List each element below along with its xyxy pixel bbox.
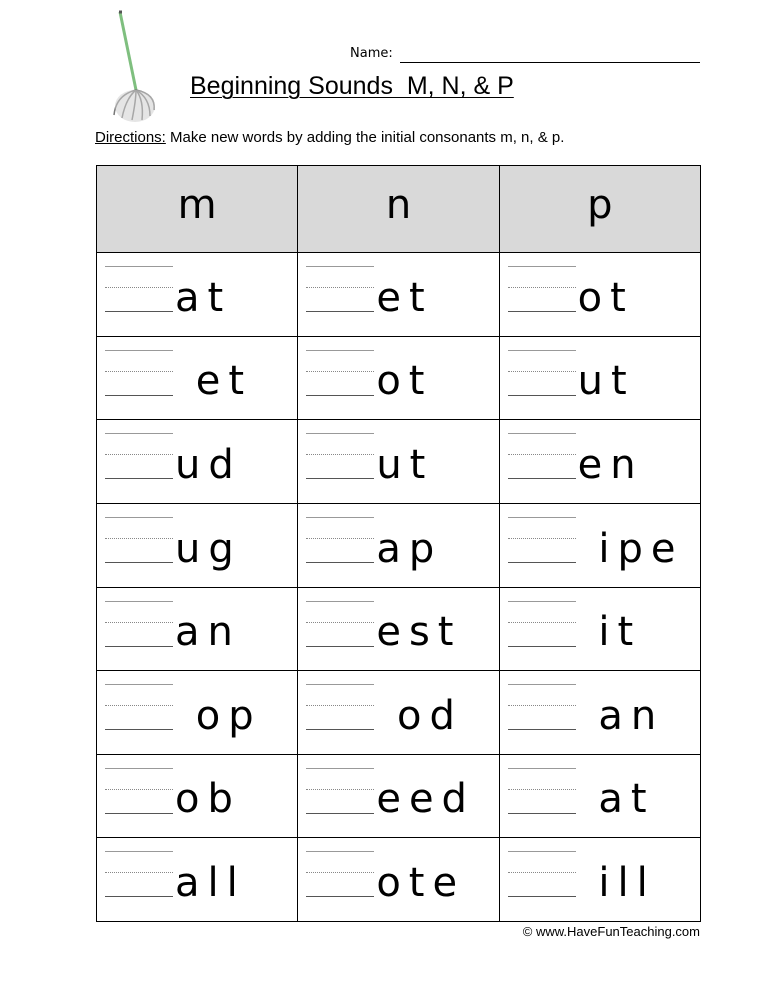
- handwriting-guide-line: [306, 768, 374, 769]
- handwriting-guide-line: [306, 562, 374, 563]
- answer-blank[interactable]: [105, 851, 173, 897]
- word-ending: ot: [376, 358, 433, 405]
- word-cell: [97, 336, 298, 420]
- handwriting-guide-line: [508, 789, 576, 790]
- handwriting-guide-line: [105, 789, 173, 790]
- word-ending: an: [577, 692, 665, 739]
- word-ending: ug: [175, 525, 242, 572]
- word-ending: ot: [577, 274, 634, 321]
- answer-blank[interactable]: [306, 266, 374, 312]
- word-ending: op: [175, 692, 262, 739]
- word-cell: [298, 420, 499, 504]
- answer-blank[interactable]: [105, 768, 173, 814]
- handwriting-guide-line: [105, 454, 173, 455]
- handwriting-guide-line: [306, 872, 374, 873]
- handwriting-guide-line: [105, 562, 173, 563]
- answer-blank[interactable]: [508, 433, 576, 479]
- table-row: [97, 754, 701, 838]
- word-ending: ote: [376, 860, 466, 906]
- handwriting-guide-line: [105, 813, 173, 814]
- handwriting-guide-line: [508, 266, 576, 267]
- word-ending: ap: [376, 525, 443, 572]
- handwriting-guide-line: [508, 538, 576, 539]
- handwriting-guide-line: [105, 287, 173, 288]
- handwriting-guide-line: [306, 395, 374, 396]
- handwriting-guide-line: [306, 433, 374, 434]
- handwriting-guide-line: [306, 813, 374, 814]
- word-ending: an: [175, 609, 241, 656]
- handwriting-guide-line: [508, 622, 576, 623]
- word-ending: en: [577, 441, 644, 488]
- word-cell: [97, 838, 298, 922]
- handwriting-guide-line: [508, 562, 576, 563]
- handwriting-guide-line: [508, 517, 576, 518]
- handwriting-guide-line: [306, 266, 374, 267]
- handwriting-guide-line: [508, 601, 576, 602]
- word-ending: et: [376, 274, 433, 321]
- handwriting-guide-line: [508, 813, 576, 814]
- word-ending: et: [175, 358, 253, 405]
- handwriting-guide-line: [508, 896, 576, 897]
- handwriting-guide-line: [508, 478, 576, 479]
- word-ending: all: [175, 860, 246, 906]
- handwriting-guide-line: [105, 872, 173, 873]
- word-cell: [298, 671, 499, 755]
- answer-blank[interactable]: [105, 684, 173, 730]
- answer-blank[interactable]: [105, 266, 173, 312]
- handwriting-guide-line: [105, 478, 173, 479]
- word-cell: [97, 420, 298, 504]
- handwriting-guide-line: [105, 311, 173, 312]
- handwriting-guide-line: [306, 311, 374, 312]
- answer-blank[interactable]: [306, 768, 374, 814]
- page-title: Beginning Sounds M, N, & P: [190, 72, 514, 100]
- handwriting-guide-line: [306, 896, 374, 897]
- handwriting-guide-line: [508, 287, 576, 288]
- answer-blank[interactable]: [306, 601, 374, 647]
- handwriting-guide-line: [105, 684, 173, 685]
- handwriting-guide-line: [105, 350, 173, 351]
- answer-blank[interactable]: [508, 350, 576, 396]
- handwriting-guide-line: [508, 350, 576, 351]
- word-cell: [298, 587, 499, 671]
- handwriting-guide-line: [508, 371, 576, 372]
- table-row: [97, 336, 701, 420]
- word-ending: at: [175, 274, 232, 321]
- handwriting-guide-line: [508, 705, 576, 706]
- word-cell: [499, 671, 700, 755]
- answer-blank[interactable]: [508, 266, 576, 312]
- handwriting-guide-line: [306, 851, 374, 852]
- answer-blank[interactable]: [508, 601, 576, 647]
- table-row: [97, 420, 701, 504]
- handwriting-guide-line: [508, 646, 576, 647]
- handwriting-guide-line: [105, 768, 173, 769]
- worksheet-table: [96, 165, 701, 922]
- handwriting-guide-line: [105, 622, 173, 623]
- word-ending: ud: [175, 441, 242, 488]
- header-row: [97, 166, 701, 253]
- handwriting-guide-line: [508, 311, 576, 312]
- handwriting-guide-line: [306, 517, 374, 518]
- directions: [95, 129, 564, 146]
- handwriting-guide-line: [306, 478, 374, 479]
- handwriting-guide-line: [306, 705, 374, 706]
- word-cell: [499, 253, 700, 337]
- handwriting-guide-line: [105, 395, 173, 396]
- handwriting-guide-line: [105, 433, 173, 434]
- handwriting-guide-line: [306, 371, 374, 372]
- handwriting-guide-line: [306, 538, 374, 539]
- handwriting-guide-line: [105, 851, 173, 852]
- answer-blank[interactable]: [508, 851, 576, 897]
- handwriting-guide-line: [105, 371, 173, 372]
- handwriting-guide-line: [105, 705, 173, 706]
- handwriting-guide-line: [306, 646, 374, 647]
- handwriting-guide-line: [306, 287, 374, 288]
- word-cell: [298, 838, 499, 922]
- word-cell: [499, 336, 700, 420]
- handwriting-guide-line: [306, 454, 374, 455]
- handwriting-guide-line: [306, 622, 374, 623]
- table-row: [97, 587, 701, 671]
- word-ending: ipe: [577, 525, 684, 572]
- answer-blank[interactable]: [306, 433, 374, 479]
- column-header-p: p: [499, 166, 700, 253]
- answer-blank[interactable]: [508, 768, 576, 814]
- table-row: [97, 838, 701, 922]
- word-ending: it: [577, 609, 642, 656]
- handwriting-guide-line: [306, 684, 374, 685]
- answer-blank[interactable]: [508, 684, 576, 730]
- directions-text: Make new words by adding the initial consonants m, n, & p.: [165, 129, 565, 146]
- answer-blank[interactable]: [306, 684, 374, 730]
- handwriting-guide-line: [508, 729, 576, 730]
- answer-blank[interactable]: [508, 517, 576, 563]
- word-cell: [97, 587, 298, 671]
- handwriting-guide-line: [105, 517, 173, 518]
- word-ending: ut: [577, 358, 635, 405]
- answer-blank[interactable]: [105, 601, 173, 647]
- copyright: © www.HaveFunTeaching.com: [522, 924, 700, 939]
- name-label: Name:: [350, 46, 393, 61]
- word-cell: [298, 336, 499, 420]
- word-ending: ill: [577, 860, 656, 906]
- table-row: [97, 503, 701, 587]
- handwriting-guide-line: [105, 601, 173, 602]
- handwriting-guide-line: [508, 454, 576, 455]
- word-ending: at: [577, 776, 655, 823]
- handwriting-guide-line: [508, 768, 576, 769]
- handwriting-guide-line: [306, 350, 374, 351]
- handwriting-guide-line: [306, 789, 374, 790]
- word-cell: [298, 503, 499, 587]
- table-row: [97, 253, 701, 337]
- word-cell: [499, 754, 700, 838]
- word-cell: [97, 253, 298, 337]
- word-ending: est: [376, 609, 462, 656]
- handwriting-guide-line: [508, 395, 576, 396]
- mop-icon: [100, 10, 160, 130]
- answer-blank[interactable]: [306, 517, 374, 563]
- word-cell: [499, 587, 700, 671]
- answer-blank[interactable]: [105, 350, 173, 396]
- handwriting-guide-line: [306, 601, 374, 602]
- word-cell: [499, 503, 700, 587]
- table-row: [97, 671, 701, 755]
- word-ending: eed: [376, 776, 475, 823]
- word-cell: [499, 420, 700, 504]
- handwriting-guide-line: [508, 851, 576, 852]
- answer-blank[interactable]: [306, 851, 374, 897]
- handwriting-guide-line: [105, 896, 173, 897]
- word-ending: od: [376, 692, 463, 739]
- answer-blank[interactable]: [105, 433, 173, 479]
- handwriting-guide-line: [306, 729, 374, 730]
- handwriting-guide-line: [508, 684, 576, 685]
- word-ending: ob: [175, 776, 241, 823]
- handwriting-guide-line: [105, 266, 173, 267]
- word-cell: [298, 253, 499, 337]
- answer-blank[interactable]: [306, 350, 374, 396]
- handwriting-guide-line: [508, 433, 576, 434]
- word-cell: [499, 838, 700, 922]
- word-cell: [97, 671, 298, 755]
- word-cell: [97, 503, 298, 587]
- word-cell: [97, 754, 298, 838]
- word-cell: [298, 754, 499, 838]
- directions-label: Directions:: [95, 129, 166, 146]
- word-ending: ut: [376, 441, 434, 488]
- handwriting-guide-line: [508, 872, 576, 873]
- handwriting-guide-line: [105, 729, 173, 730]
- handwriting-guide-line: [105, 646, 173, 647]
- column-header-n: n: [298, 166, 499, 253]
- handwriting-guide-line: [105, 538, 173, 539]
- answer-blank[interactable]: [105, 517, 173, 563]
- column-header-m: m: [97, 166, 298, 253]
- name-field-line[interactable]: [400, 62, 700, 63]
